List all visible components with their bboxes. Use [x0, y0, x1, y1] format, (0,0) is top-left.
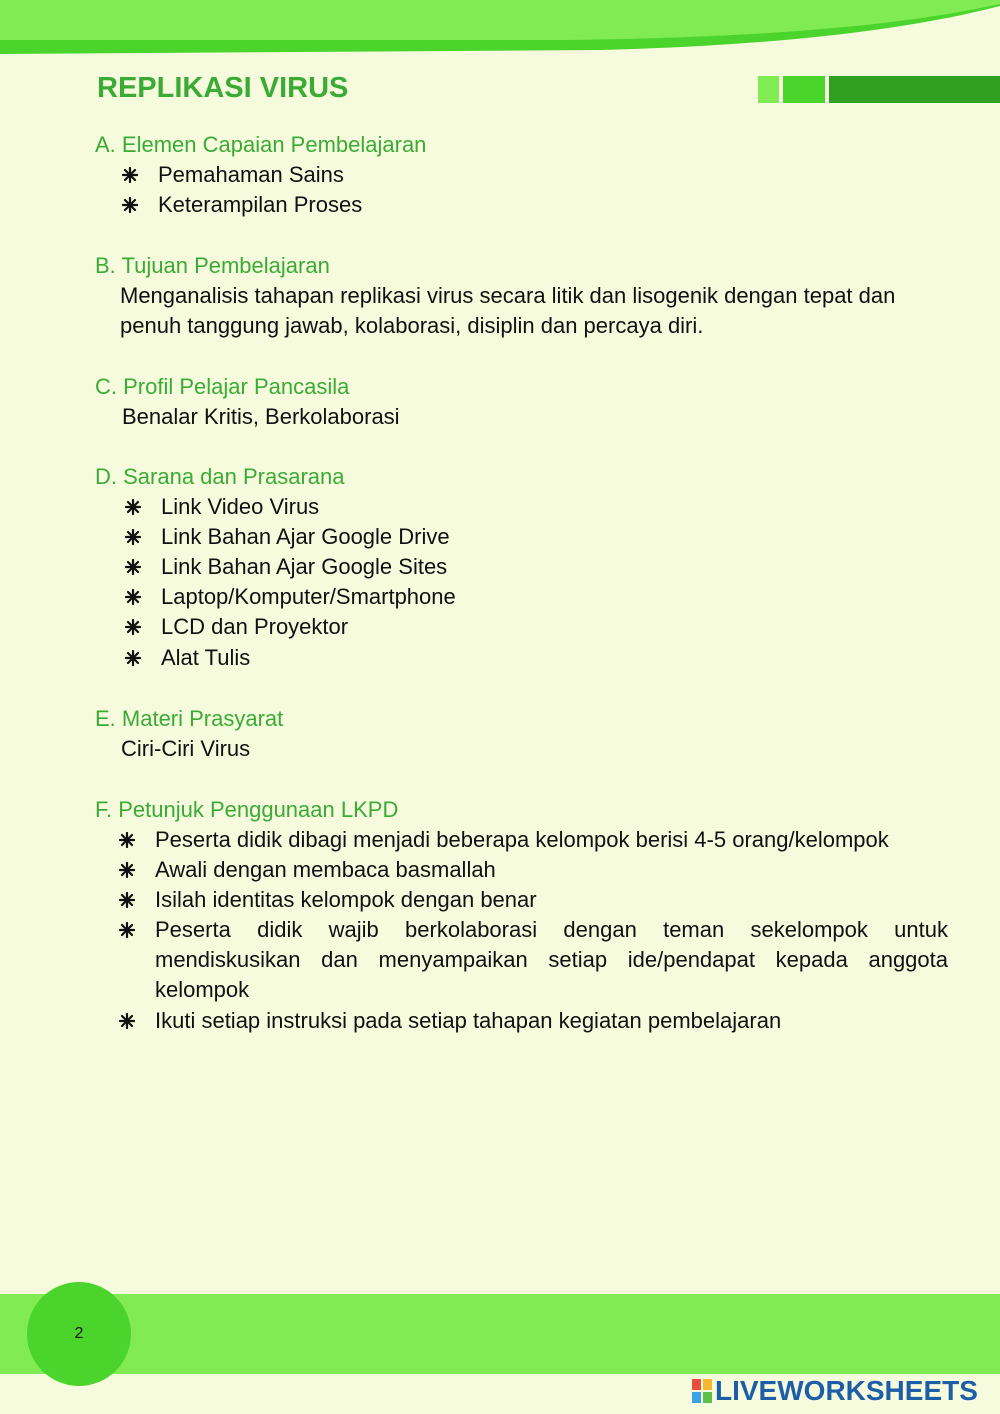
section-b-heading: B. Tujuan Pembelajaran: [95, 253, 330, 278]
section-d-heading: D. Sarana dan Prasarana: [95, 464, 345, 489]
star-bullet-icon: [125, 552, 141, 582]
liveworksheets-logo-icon: [692, 1379, 712, 1403]
section-d-item: Link Bahan Ajar Google Drive: [161, 524, 450, 549]
section-f-heading: F. Petunjuk Penggunaan LKPD: [95, 797, 399, 822]
section-f-item: Peserta didik dibagi menjadi beberapa kelompok berisi 4-5 orang/kelompok: [155, 827, 889, 852]
star-bullet-icon: [125, 643, 141, 673]
section-e-heading: E. Materi Prasyarat: [95, 706, 284, 731]
star-bullet-icon: [119, 825, 135, 855]
star-bullet-icon: [125, 582, 141, 612]
section-f-item: Peserta didik wajib berkolaborasi dengan teman sekelompok untuk mendiskusikan dan menyampaikan setiap ide/pendapat kepada anggota kelompok: [155, 917, 948, 1002]
section-e-text: Ciri-Ciri Virus: [121, 736, 251, 761]
section-a-item: Pemahaman Sains: [158, 162, 344, 187]
star-bullet-icon: [122, 160, 138, 190]
section-b-text-line2: penuh tanggung jawab, kolaborasi, disiplin dan percaya diri.: [120, 313, 704, 338]
star-bullet-icon: [125, 612, 141, 642]
footer-band: [0, 1294, 1000, 1374]
top-wave-decoration: [0, 0, 1000, 60]
page-title: REPLIKASI VIRUS: [97, 72, 349, 104]
section-d-item: Alat Tulis: [161, 645, 251, 670]
page-number-badge: [27, 1282, 131, 1386]
brand-name: LIVEWORKSHEETS: [715, 1375, 978, 1406]
star-bullet-icon: [125, 522, 141, 552]
star-bullet-icon: [119, 915, 135, 945]
section-f-item: Isilah identitas kelompok dengan benar: [155, 887, 537, 912]
star-bullet-icon: [125, 492, 141, 522]
section-f-item: Awali dengan membaca basmallah: [155, 857, 496, 882]
section-b-text-line1: Menganalisis tahapan replikasi virus secara litik dan lisogenik dengan tepat dan: [120, 283, 896, 308]
section-a-item: Keterampilan Proses: [158, 192, 363, 217]
section-c-heading: C. Profil Pelajar Pancasila: [95, 374, 350, 399]
section-d-item: Laptop/Komputer/Smartphone: [161, 584, 456, 609]
section-d-item: LCD dan Proyektor: [161, 614, 349, 639]
page-number: 2: [74, 1325, 84, 1342]
section-d-item: Link Video Virus: [161, 494, 320, 519]
brand-logo[interactable]: [692, 1374, 978, 1408]
star-bullet-icon: [119, 885, 135, 915]
section-d-item: Link Bahan Ajar Google Sites: [161, 554, 448, 579]
star-bullet-icon: [119, 855, 135, 885]
star-bullet-icon: [119, 1006, 135, 1036]
star-bullet-icon: [122, 190, 138, 220]
section-a-heading: A. Elemen Capaian Pembelajaran: [95, 132, 427, 157]
section-f-item: Ikuti setiap instruksi pada setiap tahapan kegiatan pembelajaran: [155, 1008, 782, 1033]
section-c-text: Benalar Kritis, Berkolaborasi: [122, 404, 400, 429]
